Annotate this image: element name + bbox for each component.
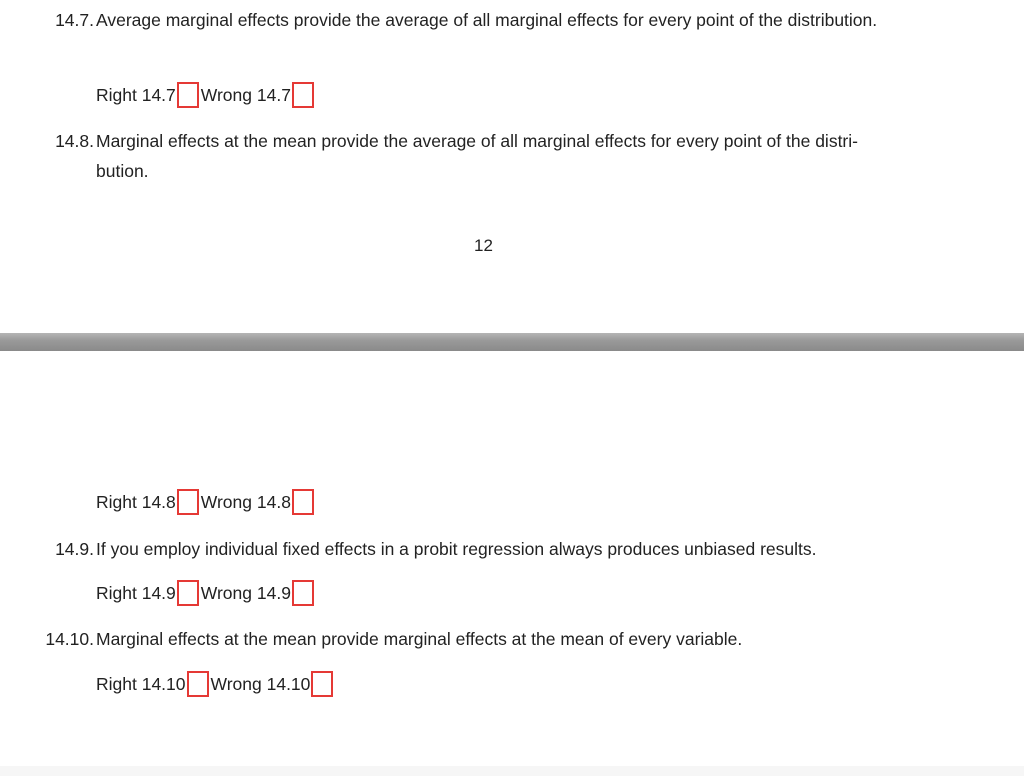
question-number: 14.7. (55, 10, 94, 30)
right-label: Right 14.8 (96, 491, 176, 512)
question-number: 14.8. (55, 131, 94, 151)
question-number: 14.9. (55, 539, 94, 559)
answer-row-14-10 (96, 669, 335, 699)
question-text-line1: Marginal effects at the mean provide the average of all marginal effects for every point of the distri- (96, 131, 858, 151)
page-number: 12 (474, 236, 493, 255)
wrong-label: Wrong 14.9 (200, 582, 291, 603)
question-number: 14.10. (45, 629, 94, 649)
right-checkbox[interactable] (177, 489, 199, 515)
right-checkbox[interactable] (177, 580, 199, 606)
wrong-label: Wrong 14.10 (210, 673, 311, 694)
right-checkbox[interactable] (187, 671, 209, 697)
wrong-checkbox[interactable] (292, 82, 314, 108)
question-text: Marginal effects at the mean provide marginal effects at the mean of every variable. (96, 629, 743, 649)
wrong-label: Wrong 14.8 (200, 491, 291, 512)
right-checkbox[interactable] (177, 82, 199, 108)
answer-row-14-8 (96, 487, 316, 517)
question-text: Average marginal effects provide the average of all marginal effects for every point of the distribution. (96, 10, 878, 30)
right-label: Right 14.10 (96, 673, 186, 694)
wrong-checkbox[interactable] (292, 489, 314, 515)
question-text: If you employ individual fixed effects in a probit regression always produces unbiased results. (96, 539, 817, 559)
question-text-line2: bution. (96, 161, 149, 181)
question-14-8 (0, 126, 1024, 186)
wrong-checkbox[interactable] (311, 671, 333, 697)
bottom-shade (0, 766, 1024, 776)
answer-row-14-7 (96, 80, 316, 110)
right-label: Right 14.7 (96, 84, 176, 105)
wrong-checkbox[interactable] (292, 580, 314, 606)
right-label: Right 14.9 (96, 582, 176, 603)
wrong-label: Wrong 14.7 (200, 84, 291, 105)
page-divider (0, 333, 1024, 351)
question-text (96, 126, 956, 186)
answer-row-14-9 (96, 578, 316, 608)
